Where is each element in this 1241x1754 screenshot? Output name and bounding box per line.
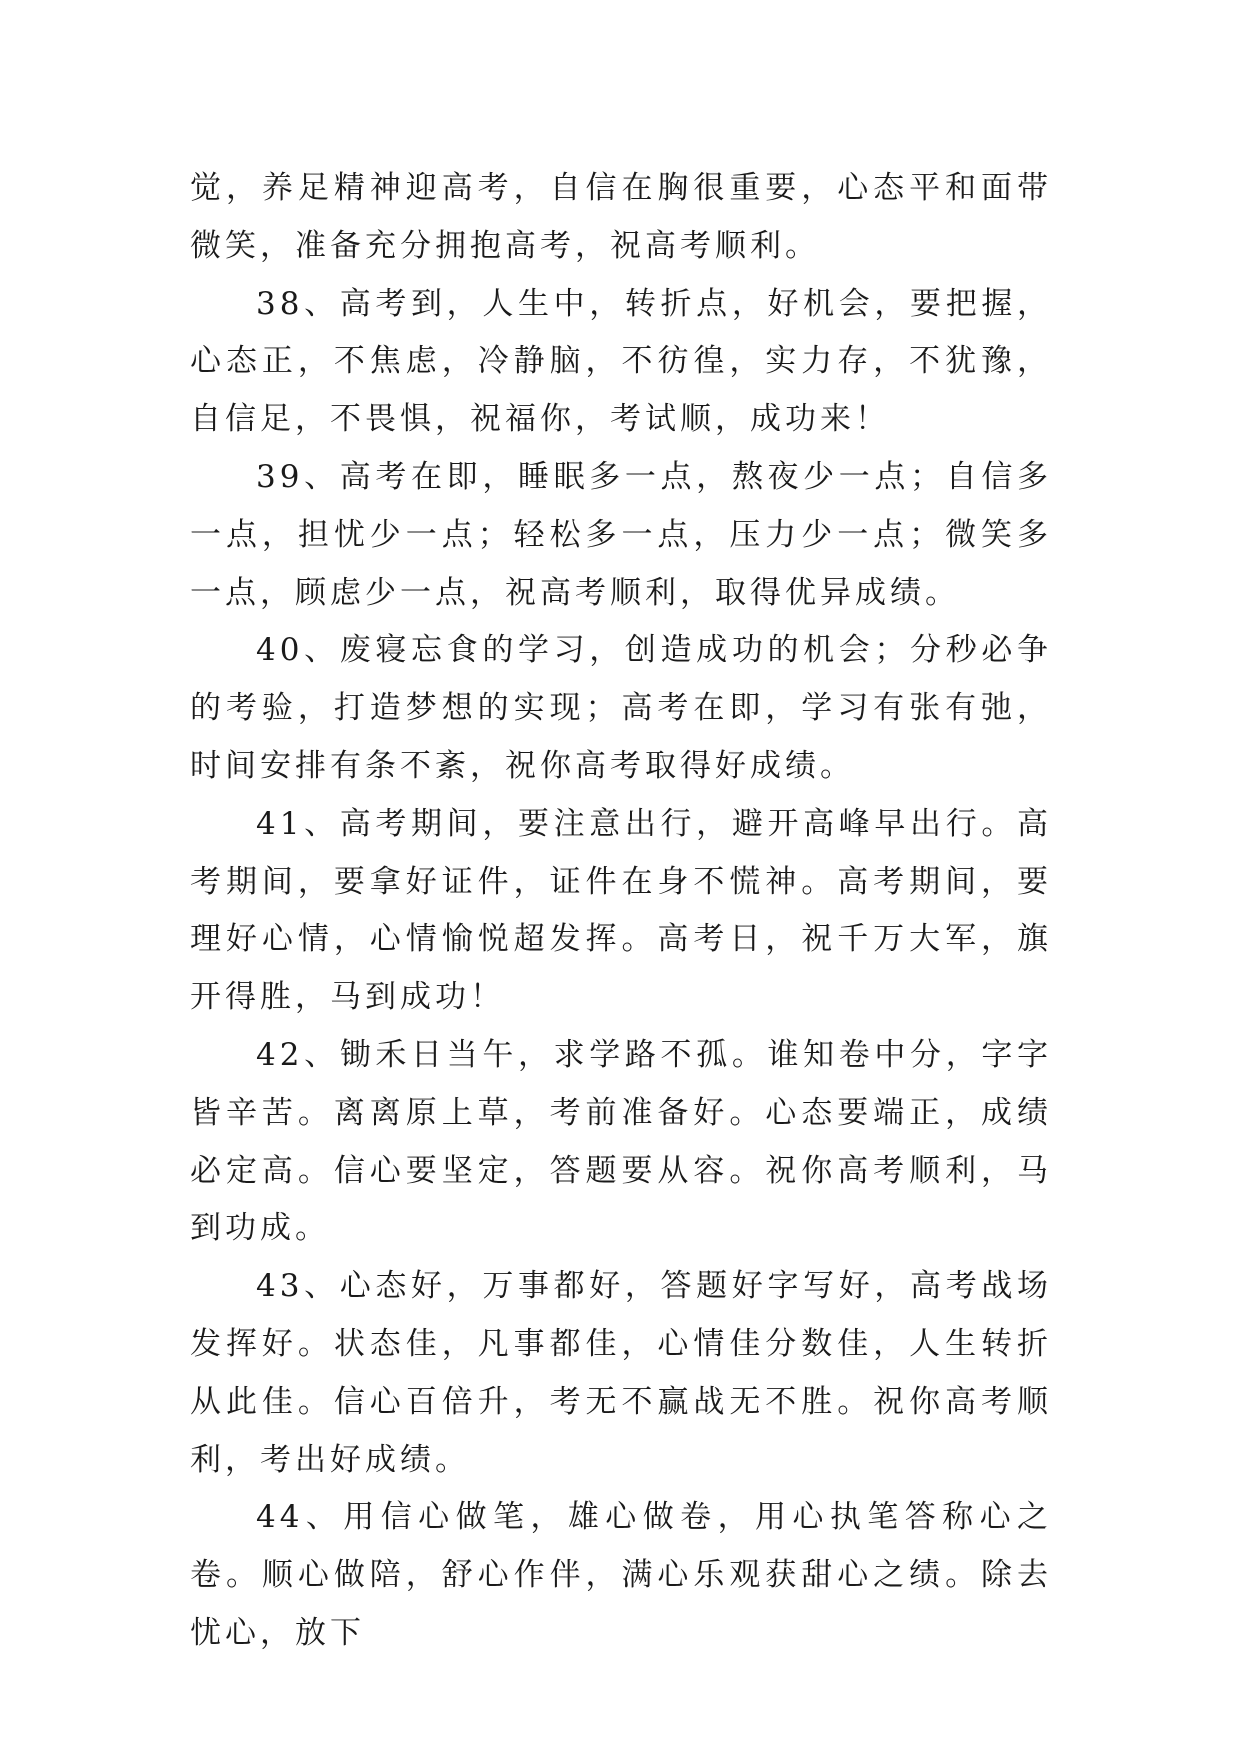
paragraph-38: 38、高考到，人生中，转折点，好机会，要把握，心态正，不焦虑，冷静脑，不彷徨，实力存，不犹豫，自信足，不畏惧，祝福你，考试顺，成功来！ bbox=[190, 285, 1052, 438]
paragraph-39: 39、高考在即，睡眠多一点，熬夜少一点；自信多一点，担忧少一点；轻松多一点，压力少一点；微笑多一点，顾虑少一点，祝高考顺利，取得优异成绩。 bbox=[190, 458, 1052, 611]
paragraph-44: 44、用信心做笔，雄心做卷，用心执笔答称心之卷。顺心做陪，舒心作伴，满心乐观获甜心之绩。除去忧心，放下 bbox=[190, 1499, 1052, 1651]
paragraph-43: 43、心态好，万事都好，答题好字写好，高考战场发挥好。状态佳，凡事都佳，心情佳分数佳，人生转折从此佳。信心百倍升，考无不赢战无不胜。祝你高考顺利，考出好成绩。 bbox=[190, 1268, 1052, 1478]
paragraph-continuation: 觉，养足精神迎高考，自信在胸很重要，心态平和面带微笑，准备充分拥抱高考，祝高考顺利。 bbox=[190, 170, 1052, 264]
document-body bbox=[190, 160, 1052, 1663]
paragraph-41: 41、高考期间，要注意出行，避开高峰早出行。高考期间，要拿好证件，证件在身不慌神。高考期间，要理好心情，心情愉悦超发挥。高考日，祝千万大军，旗开得胜，马到成功！ bbox=[190, 805, 1052, 1016]
paragraph-40: 40、废寝忘食的学习，创造成功的机会；分秒必争的考验，打造梦想的实现；高考在即，学习有张有弛，时间安排有条不紊，祝你高考取得好成绩。 bbox=[190, 632, 1052, 784]
paragraph-42: 42、锄禾日当午，求学路不孤。谁知卷中分，字字皆辛苦。离离原上草，考前准备好。心态要端正，成绩必定高。信心要坚定，答题要从容。祝你高考顺利，马到功成。 bbox=[190, 1036, 1052, 1247]
